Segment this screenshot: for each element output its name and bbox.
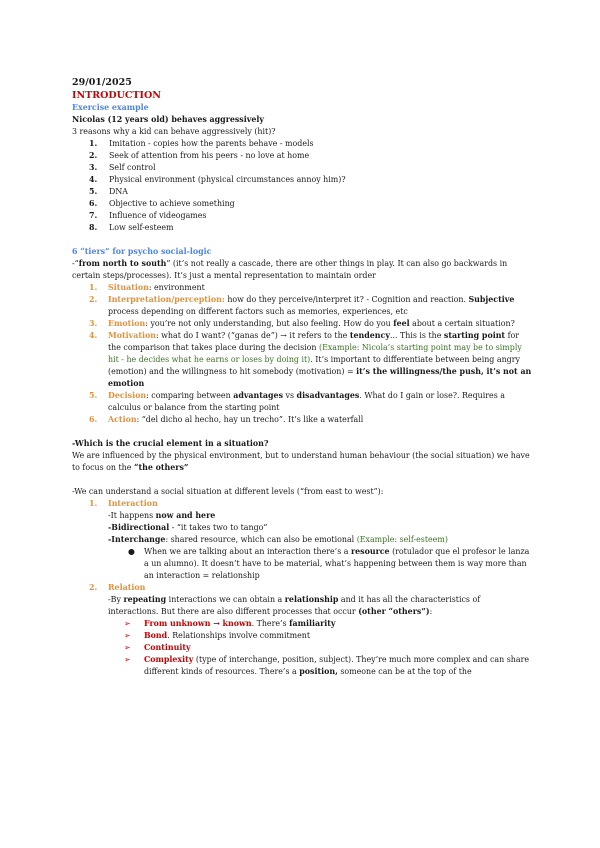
levels-intro: -We can understand a social situation at different levels (“from east to west”):	[72, 487, 384, 496]
relation-sub-continuity: ➢ Continuity	[124, 643, 191, 652]
levels-list	[72, 498, 532, 510]
relation-sub-bond: ➢ Bond. Relationships involve commitment	[124, 631, 311, 640]
tiers-heading: 6 “tiers” for psycho social-logic	[72, 247, 212, 256]
arrow-bullet-icon: ➢	[124, 631, 131, 640]
interaction-line-1: -It happens now and here	[108, 511, 216, 520]
tier-decision: 5. Decision: comparing between advantages vs disadvantages. What do I gain or lose?. Requires a calculus or balance from the starting point	[89, 391, 505, 412]
tier-motivation: 4. Motivation: what do I want? (“ganas de”) → it refers to the tendency... This is the starting point for the comparison that takes place during the decision (Example: Nicola’s starting point may be to simply hit - he decides what he earns or loses by doing it). It’s important to differentiate between being angry (emotion) and the willingness to hit somebody (motivation) = it’s the willingness/the push, it’s not an emotion	[89, 331, 532, 388]
tier-action: 6. Action: “del dicho al hecho, hay un trecho”. It’s like a waterfall	[89, 415, 364, 424]
list-item: 2. Seek of attention from his peers - no love at home	[89, 151, 310, 160]
tier-situation: 1. Situation: environment	[89, 283, 205, 292]
interaction-line-2: -Bidirectional - “it takes two to tango”	[108, 523, 268, 532]
arrow-bullet-icon: ➢	[124, 619, 131, 628]
date-heading: 29/01/2025	[72, 77, 132, 88]
exercise-heading: Exercise example	[72, 103, 149, 112]
list-item: 3. Self control	[89, 163, 156, 172]
relation-sub-complexity: ➢ Complexity (type of interchange, position, subject). They’re much more complex and can share different kinds of resources. There’s a position, someone can be at the top of the	[124, 655, 530, 676]
bullet-dot-icon: ●	[128, 547, 135, 556]
tiers-intro: -“from north to south” (it’s not really a cascade, there are other things in play. It can also go backwards in certain steps/processes). It’s just a mental representation to maintain order	[72, 259, 508, 280]
levels-list-2	[72, 582, 532, 594]
relation-text: -By repeating interactions we can obtain a relationship and it has all the characteristics of interactions. But there are also different processes that occur (other “others”):	[108, 595, 481, 616]
tier-emotion: 3. Emotion: you’re not only understanding, but also feeling. How do you feel about a certain situation?	[89, 319, 515, 328]
question-text: 3 reasons why a kid can behave aggressively (hit)?	[72, 127, 276, 136]
list-item: 4. Physical environment (physical circumstances annoy him)?	[89, 175, 346, 184]
interaction-line-3: -Interchange: shared resource, which can also be emotional (Example: self-esteem)	[108, 535, 448, 544]
crucial-heading: -Which is the crucial element in a situation?	[72, 439, 269, 448]
page-title: INTRODUCTION	[72, 90, 161, 101]
reasons-list	[72, 138, 532, 234]
list-item: 8. Low self-esteem	[89, 223, 174, 232]
document-content	[72, 76, 532, 678]
level-relation: 2. Relation	[89, 583, 146, 592]
tier-interpretation: 2. Interpretation/perception: how do they perceive/interpret it? - Cognition and reaction. Subjective process depending on different factors such as memories, experiences, etc	[89, 295, 515, 316]
list-item: 5. DNA	[89, 187, 128, 196]
arrow-bullet-icon: ➢	[124, 655, 131, 664]
crucial-text: We are influenced by the physical environment, but to understand human behaviour (the social situation) we have to focus on the “the others”	[72, 451, 530, 472]
list-item: 7. Influence of videogames	[89, 211, 207, 220]
list-item: 1. Imitation - copies how the parents behave - models	[89, 139, 314, 148]
level-interaction: 1. Interaction	[89, 499, 158, 508]
list-item: 6. Objective to achieve something	[89, 199, 235, 208]
relation-sub-unknown: ➢ From unknown → known. There’s familiarity	[124, 619, 336, 628]
tiers-list	[72, 282, 532, 426]
arrow-bullet-icon: ➢	[124, 643, 131, 652]
case-heading: Nicolas (12 years old) behaves aggressively	[72, 115, 264, 124]
interaction-bullet: ● When we are talking about an interaction there’s a resource (rotulador que el profesor le lanza a un alumno). It doesn’t have to be material, what’s happening between them is way more than an interaction = relationship	[128, 547, 530, 580]
